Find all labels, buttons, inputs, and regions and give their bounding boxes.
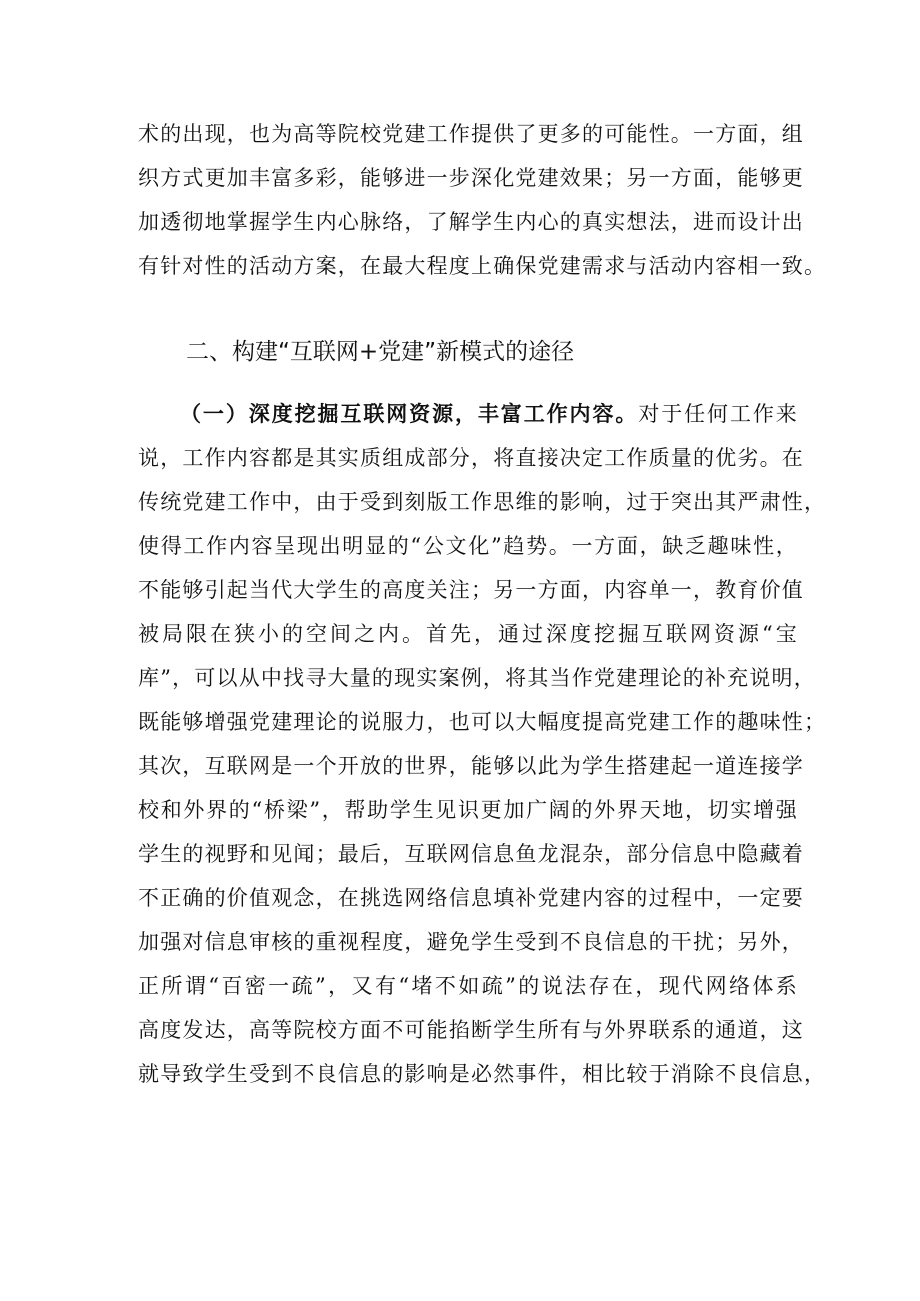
top-paragraph xyxy=(138,112,827,288)
paragraph-line: 有针对性的活动方案，在最大程度上确保党建需求与活动内容相一致。 xyxy=(138,254,827,278)
paragraph-line: 加透彻地掌握学生内心脉络，了解学生内心的真实想法，进而设计出 xyxy=(138,210,804,234)
paragraph-line: 使得工作内容呈现出明显的“公文化”趋势。一方面，缺乏趣味性， xyxy=(138,534,798,558)
paragraph-line: 学生的视野和见闻；最后，互联网信息鱼龙混杂，部分信息中隐藏着 xyxy=(138,842,804,866)
paragraph-line: 被局限在狭小的空间之内。首先，通过深度挖掘互联网资源“宝 xyxy=(138,622,798,646)
paragraph-line: 不正确的价值观念，在挑选网络信息填补党建内容的过程中，一定要 xyxy=(138,886,804,910)
paragraph-line: 既能够增强党建理论的说服力，也可以大幅度提高党建工作的趣味性； xyxy=(138,710,827,734)
paragraph-line: 库”，可以从中找寻大量的现实案例，将其当作党建理论的补充说明， xyxy=(138,666,816,690)
paragraph-line: 高度发达，高等院校方面不可能掐断学生所有与外界联系的通道，这 xyxy=(138,1018,804,1042)
paragraph-line: 术的出现，也为高等院校党建工作提供了更多的可能性。一方面，组 xyxy=(138,122,804,146)
paragraph-line: 其次，互联网是一个开放的世界，能够以此为学生搭建起一道连接学 xyxy=(138,754,804,778)
subsection-title: （一）深度挖掘互联网资源，丰富工作内容。 xyxy=(180,401,639,426)
paragraph-line: 校和外界的“桥梁”，帮助学生见识更加广阔的外界天地，切实增强 xyxy=(138,798,798,822)
paragraph-first-line xyxy=(138,392,798,436)
paragraph-line: 加强对信息审核的重视程度，避免学生受到不良信息的干扰；另外， xyxy=(138,930,804,954)
paragraph-line: 就导致学生受到不良信息的影响是必然事件，相比较于消除不良信息， xyxy=(138,1062,827,1086)
paragraph-line: 织方式更加丰富多彩，能够进一步深化党建效果；另一方面，能够更 xyxy=(138,166,804,190)
section-heading: 二、构建“互联网+党建”新模式的途径 xyxy=(186,339,575,365)
first-line-text: 对于任何工作来 xyxy=(638,402,799,426)
paragraph-line: 正所谓“百密一疏”，又有“堵不如疏”的说法存在，现代网络体系 xyxy=(138,974,798,998)
paragraph-line: 说，工作内容都是其实质组成部分，将直接决定工作质量的优劣。在 xyxy=(138,446,804,470)
paragraph-line: 不能够引起当代大学生的高度关注；另一方面，内容单一，教育价值 xyxy=(138,578,804,602)
paragraph-line: 传统党建工作中，由于受到刻版工作思维的影响，过于突出其严肃性， xyxy=(138,490,827,514)
subsection-paragraph xyxy=(138,392,827,1096)
